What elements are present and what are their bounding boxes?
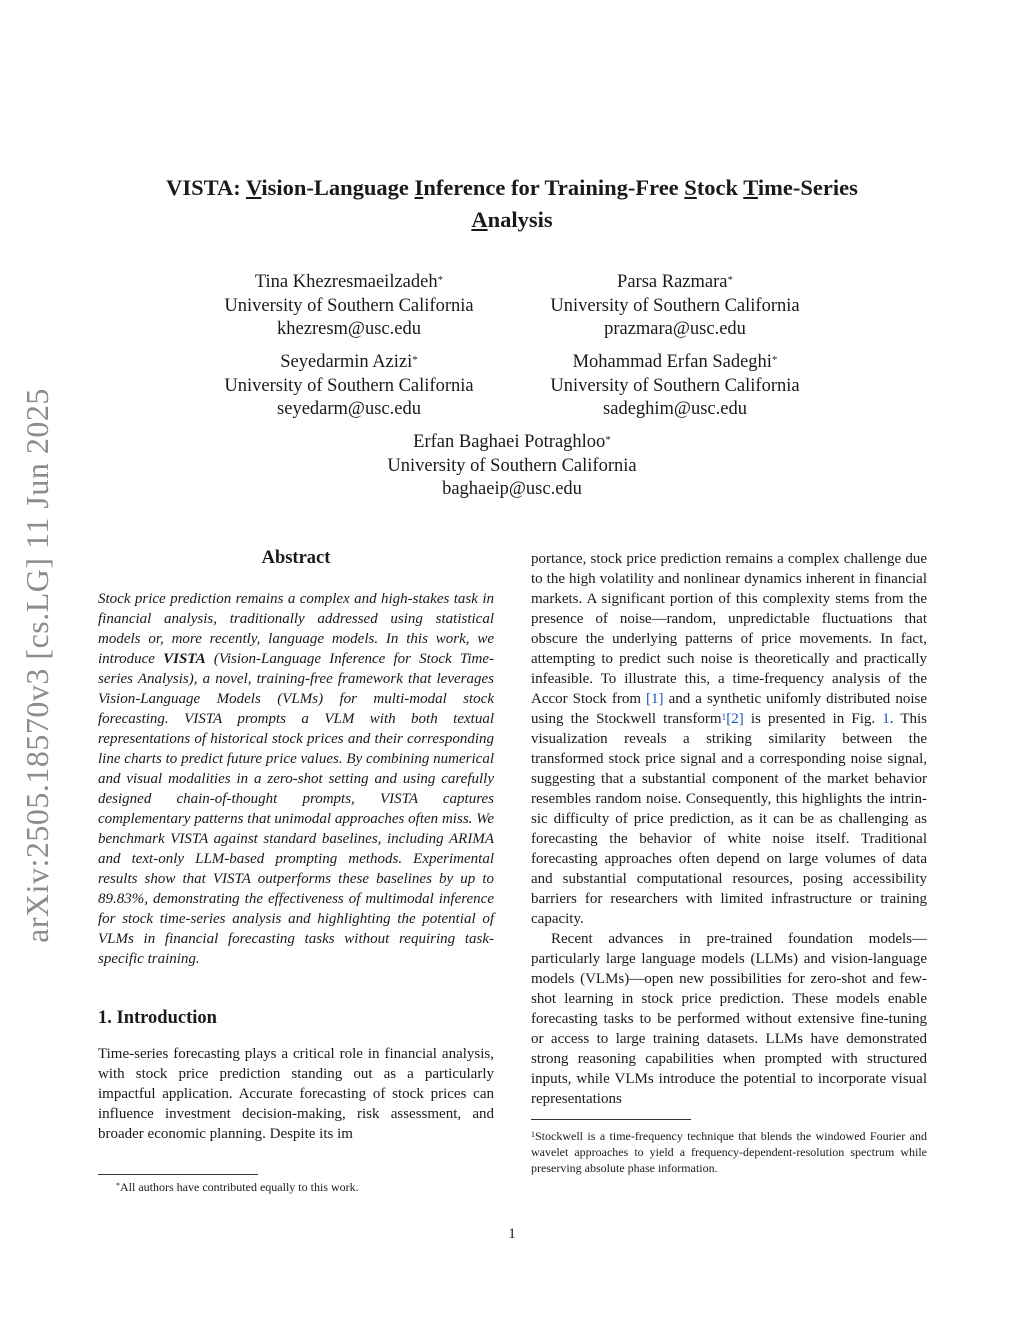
- author-affiliation: University of Southern California: [224, 375, 474, 396]
- footnote-rule: [531, 1119, 691, 1120]
- author-block: Erfan Baghaei Potraghloo* University of Southern California baghaeip@usc.edu: [312, 431, 712, 502]
- author-email: khezresm@usc.edu: [277, 319, 421, 339]
- author-affiliation: University of Southern California: [550, 295, 800, 316]
- left-column: [98, 547, 494, 1144]
- author-email: prazmara@usc.edu: [604, 319, 746, 339]
- author-name: Seyedarmin Azizi: [280, 352, 413, 372]
- author-email: baghaeip@usc.edu: [442, 479, 582, 499]
- author-name: Parsa Razmara: [617, 272, 728, 292]
- author-affiliation: University of Southern California: [224, 295, 474, 316]
- figure-link[interactable]: 1: [882, 711, 890, 727]
- author-email: sadeghim@usc.edu: [603, 399, 747, 419]
- arxiv-identifier-stamp: [16, 375, 58, 955]
- introduction-paragraph-2: Recent advances in pre-trained foundation models—particularly large language models (LLMs) and vision-language models (VLMs)—open new possibilities for zero-shot and few-shot learning in stock price prediction. These models enable forecasting tasks to be performed without extensive fine-tuning or access to large training datasets. LLMs have demonstrated strong reasoning capabilities when prompted with structured inputs, while VLMs introduce the potential to incorporate visual representations: [531, 931, 927, 1107]
- footnote-equal-contribution: *All authors have contributed equally to this work.: [116, 1180, 359, 1194]
- author-block: Mohammad Erfan Sadeghi* University of Southern California sadeghim@usc.edu: [525, 351, 825, 422]
- paper-title: VISTA: Vision-Language Inference for Training-Free Stock Time-Series Analysis: [166, 175, 858, 232]
- author-name: Mohammad Erfan Sadeghi: [572, 352, 772, 372]
- abstract-heading: Abstract: [261, 548, 331, 568]
- introduction-heading: 1. Introduction: [98, 1008, 217, 1028]
- abstract-text: Stock price prediction remains a complex and high-stakes task in financial analysis, traditionally addressed using statistical models or, more recently, language models. In this work, we introduce VISTA (Vision-Language Inference for Stock Time-series Analysis), a novel, training-free framework that leverages Vision-Language Models (VLMs) for multi-modal stock forecasting. VISTA prompts a VLM with both textual representations of historical stock prices and their corresponding line charts to predict future price values. By combining numerical and visual modalities in a zero-shot setting and using carefully designed chain-of-thought prompts, VISTA captures complementary patterns that unimodal approaches often miss. We benchmark VISTA against standard baselines, including ARIMA and text-only LLM-based prompting methods. Experimental results show that VISTA outperforms these baselines by up to 89.83%, demonstrating the effectiveness of multimodal inference for stock time-series analysis and highlighting the potential of VLMs in financial forecasting tasks without requiring task-specific training.: [98, 591, 494, 967]
- author-block: Seyedarmin Azizi* University of Southern California seyedarm@usc.edu: [199, 351, 499, 422]
- author-affiliation: University of Southern California: [550, 375, 800, 396]
- author-email: seyedarm@usc.edu: [277, 399, 421, 419]
- arxiv-identifier: arXiv:2505.18570v3 [cs.LG] 11 Jun 2025: [18, 387, 55, 943]
- citation-link[interactable]: [1]: [646, 691, 664, 707]
- author-affiliation: University of Southern California: [387, 455, 637, 476]
- right-column: [531, 549, 927, 1176]
- introduction-paragraph-1-start: Time-series forecasting plays a critical role in financial analysis, with stock price prediction standing out as a particularly impactful application. Accurate forecasting of stock prices can influence investment decision-making, risk assessment, and broader economic planning. Despite its im: [98, 1046, 494, 1142]
- author-name: Erfan Baghaei Potraghloo: [413, 432, 606, 452]
- author-block: Parsa Razmara* University of Southern California prazmara@usc.edu: [525, 271, 825, 342]
- author-name: Tina Khezresmaeilzadeh: [254, 272, 438, 292]
- left-footnote-area: [98, 1174, 494, 1195]
- footnote-link[interactable]: 1: [721, 713, 727, 723]
- footnote-rule: [98, 1174, 258, 1175]
- introduction-paragraph-1-continued: portance, stock price prediction remains a complex challenge due to the high volatility and nonlinear dynamics inherent in financial markets. A significant portion of this complexity stems from the presence of noise—random, unpredictable fluctuations that obscure the underlying patterns of price movements. In fact, attempting to predict such noise is theoretically and practically infeasible. To illustrate this, a time-frequency analysis of the Accor Stock from [1] and a synthetic unifomly distributed noise using the Stockwell transform$^1$[2] is presented in Fig. 1. This visualization reveals a striking similarity between the transformed stock price signal and a corresponding noise signal, suggesting that a substantial component of the market behavior resembles random noise. Consequently, this highlights the intrinsic difficulty of price prediction, as it can be as challenging as forecasting the behavior of white noise itself. Traditional forecasting approaches often depend on large volumes of data and substantial computational resources, posing accessibility barriers for researchers with limited infrastructure or training capacity.: [531, 551, 928, 927]
- author-block: Tina Khezresmaeilzadeh* University of Southern California khezresm@usc.edu: [199, 271, 499, 342]
- footnote-stockwell: $^1$Stockwell is a time-frequency technique that blends the windowed Fourier and wavelet approaches to yield a frequency-dependent-resolution spectrum while preserving absolute phase information.: [531, 1129, 927, 1175]
- page-number: 1: [508, 1226, 516, 1242]
- citation-link[interactable]: [2]: [726, 711, 744, 727]
